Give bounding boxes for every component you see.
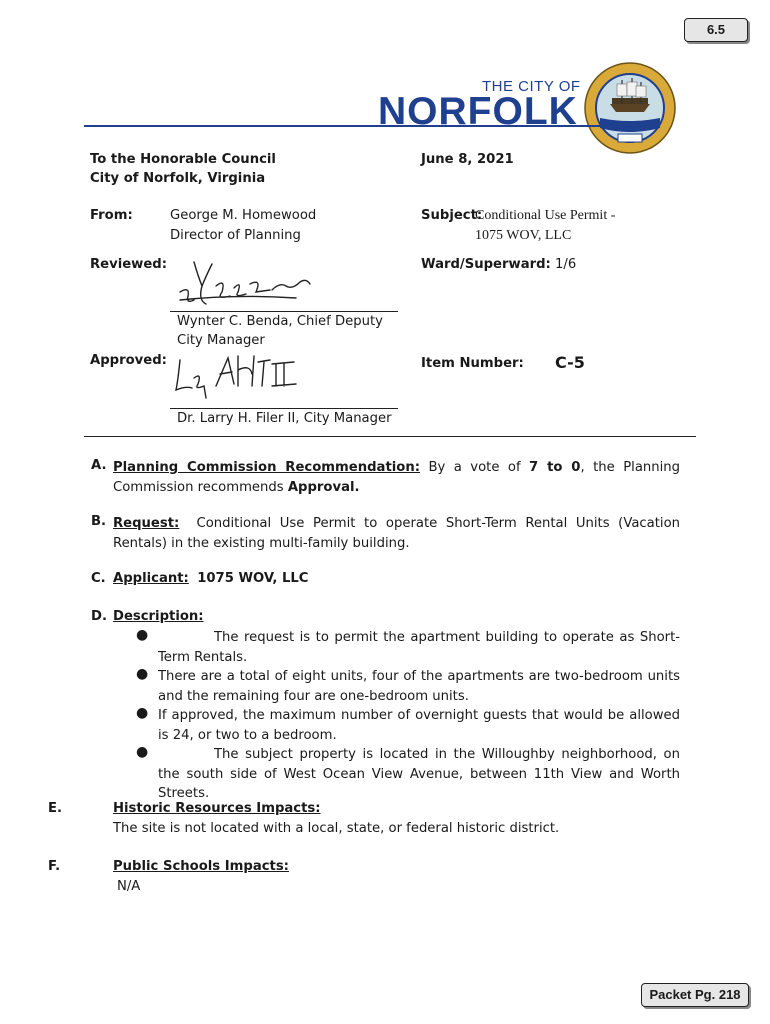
section-a-letter: A. xyxy=(91,458,107,473)
approver-signature xyxy=(172,350,312,402)
approved-label: Approved: xyxy=(90,353,167,368)
section-a-vote: 7 to 0 xyxy=(529,460,581,475)
header-divider xyxy=(84,436,696,437)
item-number-value: C-5 xyxy=(555,353,585,372)
section-d-letter: D. xyxy=(91,609,107,624)
section-a-result: Approval. xyxy=(287,479,360,495)
bullet-1-marker: ● xyxy=(136,627,149,643)
from-name: George M. Homewood xyxy=(170,208,317,223)
section-b-letter: B. xyxy=(91,514,107,529)
page-tag-text: 6.5 xyxy=(706,22,726,37)
section-b-text: Conditional Use Permit to operate Short-Term Rental Units (Vacation Rentals) in the existing multi-family building. xyxy=(113,516,680,551)
reviewer-name-1: Wynter C. Benda, Chief Deputy xyxy=(177,314,383,329)
bullet-2-marker: ● xyxy=(136,666,149,682)
ward-line xyxy=(421,257,576,272)
section-f-text: N/A xyxy=(117,879,141,894)
bullet-4-marker: ● xyxy=(136,744,149,760)
to-line-2: City of Norfolk, Virginia xyxy=(90,171,266,186)
bullet-2-text: There are a total of eight units, four of the apartments are two-bedroom units and the remaining four are one-bedroom units. xyxy=(158,669,680,704)
section-c-letter: C. xyxy=(91,571,106,586)
bullet-1-text: The request is to permit the apartment building to operate as Short-Term Rentals. xyxy=(158,630,680,665)
item-number-label: Item Number: xyxy=(421,356,524,371)
section-d-heading: Description: xyxy=(113,609,204,624)
reviewer-name-2: City Manager xyxy=(177,333,265,348)
packet-page-text: Packet Pg. 218 xyxy=(649,987,741,1002)
norfolk-wordmark: NORFOLK xyxy=(378,90,578,133)
bullet-4-text: The subject property is located in the Willoughby neighborhood, on the south side of West Ocean View Avenue, between 11th View and Worth Streets. xyxy=(158,747,680,801)
bullet-3-marker: ● xyxy=(136,705,149,721)
bullet-3-text: If approved, the maximum number of overnight guests that would be allowed is 24, or two to a bedroom. xyxy=(158,708,680,743)
reviewed-label: Reviewed: xyxy=(90,257,168,272)
section-a-text-2: , the Planning Commission recommends xyxy=(113,460,681,495)
to-line-1: To the Honorable Council xyxy=(90,152,276,167)
memo-date: June 8, 2021 xyxy=(421,152,514,167)
section-b-heading: Request: xyxy=(113,516,180,531)
section-a-heading: Planning Commission Recommendation: xyxy=(113,460,420,475)
subject-label: Subject: xyxy=(421,208,483,223)
header-rule xyxy=(84,125,604,127)
ward-value: 1/6 xyxy=(555,257,577,272)
section-c-value: 1075 WOV, LLC xyxy=(197,571,309,586)
section-a-body xyxy=(113,458,680,497)
section-e-heading: Historic Resources Impacts: xyxy=(113,801,321,816)
approver-name: Dr. Larry H. Filer II, City Manager xyxy=(177,411,392,426)
reviewer-sign-line xyxy=(170,311,398,312)
section-f-letter: F. xyxy=(48,859,61,874)
approver-sign-line xyxy=(170,408,398,409)
section-b-body xyxy=(113,514,680,553)
subject-line-1: Conditional Use Permit - xyxy=(475,208,616,223)
from-title: Director of Planning xyxy=(170,228,301,243)
section-c-heading: Applicant: xyxy=(113,571,189,586)
section-a-text-1: By a vote of xyxy=(420,460,530,475)
subject-line-2: 1075 WOV, LLC xyxy=(475,228,572,243)
city-seal-icon xyxy=(584,62,676,154)
ward-label: Ward/Superward: xyxy=(421,257,551,272)
from-label: From: xyxy=(90,208,133,223)
section-f-heading: Public Schools Impacts: xyxy=(113,859,289,874)
packet-page-badge xyxy=(641,983,749,1007)
reviewer-signature xyxy=(176,256,316,308)
city-of-text: THE CITY OF xyxy=(482,78,581,95)
page-tag-badge xyxy=(684,18,748,42)
section-e-text: The site is not located with a local, state, or federal historic district. xyxy=(113,821,560,836)
section-c-body xyxy=(113,571,309,586)
section-e-letter: E. xyxy=(48,801,63,816)
